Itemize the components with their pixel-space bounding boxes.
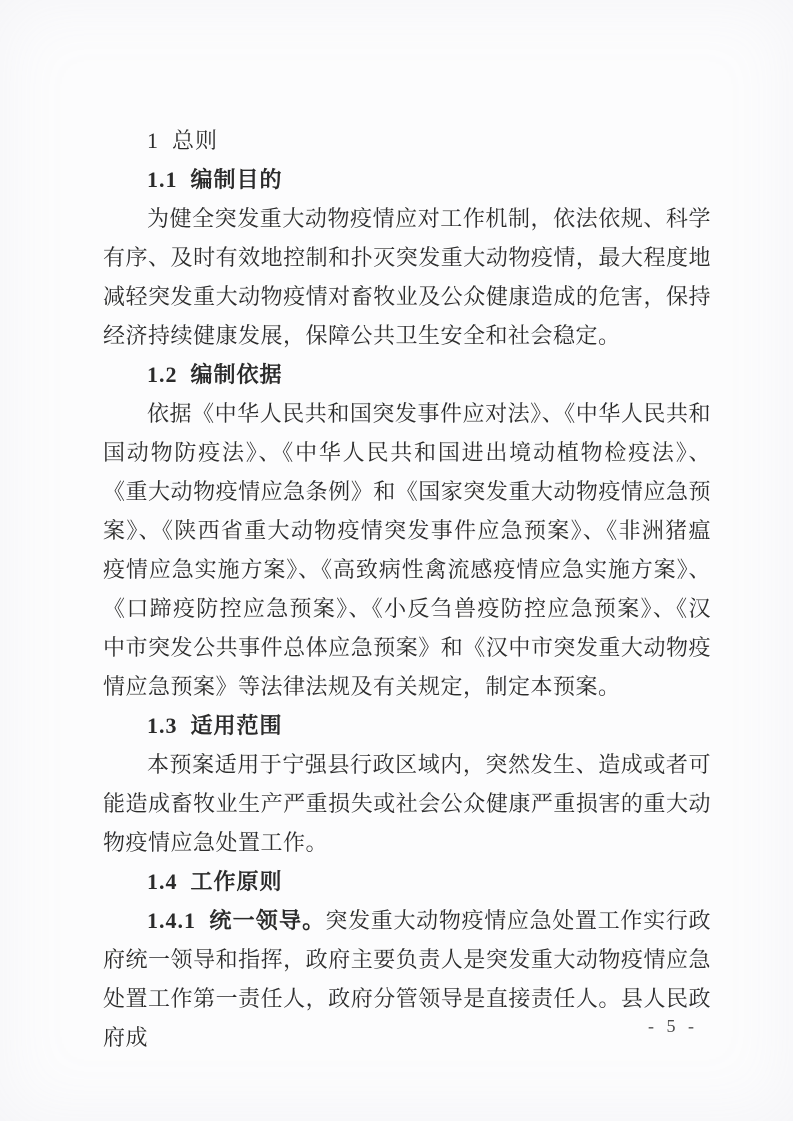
paragraph-scope-of-application: 本预案适用于宁强县行政区域内，突然发生、造成或者可能造成畜牧业生产严重损失或社会公众健康严重损害的重大动物疫情应急处置工作。	[103, 752, 711, 855]
paragraph-compilation-purpose: 为健全突发重大动物疫情应对工作机制，依法依规、科学有序、及时有效地控制和扑灭突发重大动物疫情，最大程度地减轻突发重大动物疫情对畜牧业及公众健康造成的危害，保持经济持续健康发展，保障公共卫生安全和社会稳定。	[103, 206, 711, 348]
clause-body-text: 突发重大动物疫情应急处置工作实行政府统一领导和指挥，政府主要负责人是突发重大动物疫情应急处置工作第一责任人，政府分管领导是直接责任人。县人民政府成	[103, 908, 711, 1050]
paragraph-unified-leadership	[103, 901, 711, 1057]
document-body	[103, 121, 711, 1057]
section-heading-1-1-compilation-purpose: 1.1 编制目的	[147, 167, 283, 192]
page-number: - 5 -	[648, 1016, 698, 1036]
chapter-heading-general-provisions: 1 总则	[147, 128, 219, 153]
paragraph-compilation-basis: 依据《中华人民共和国突发事件应对法》、《中华人民共和国动物防疫法》、《中华人民共和国进出境动植物检疫法》、《重大动物疫情应急条例》和《国家突发重大动物疫情应急预案》、《陕西省重大动物疫情突发事件应急预案》、《非洲猪瘟疫情应急实施方案》、《高致病性禽流感疫情应急实施方案》、《口蹄疫防控应急预案》、《小反刍兽疫防控应急预案》、《汉中市突发公共事件总体应急预案》和《汉中市突发重大动物疫情应急预案》等法律法规及有关规定，制定本预案。	[103, 401, 711, 699]
clause-number-label: 1.4.1 统一领导。	[147, 908, 326, 933]
section-heading-1-3-scope-of-application: 1.3 适用范围	[147, 713, 283, 738]
section-heading-1-4-working-principles: 1.4 工作原则	[147, 869, 283, 894]
section-heading-1-2-compilation-basis: 1.2 编制依据	[147, 362, 283, 387]
